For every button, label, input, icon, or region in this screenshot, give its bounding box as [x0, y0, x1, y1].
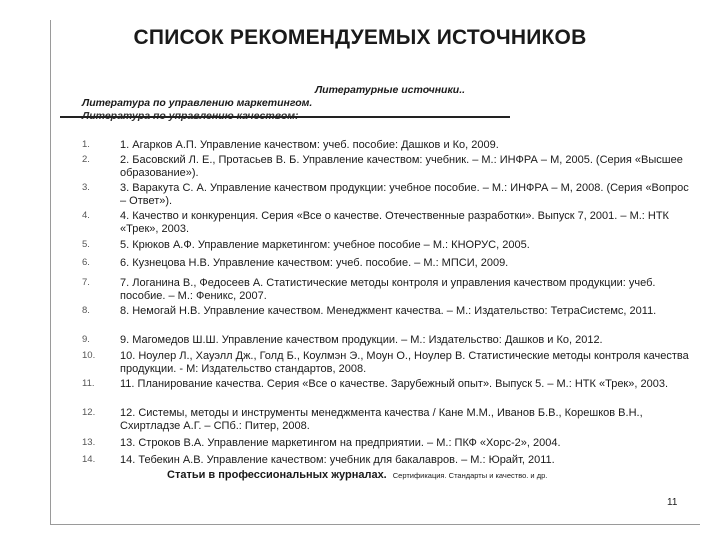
item-number: 3. [82, 182, 90, 193]
item-number: 9. [82, 334, 90, 345]
item-number: 5. [82, 239, 90, 250]
item-number: 2. [82, 154, 90, 165]
item-number: 12. [82, 407, 96, 418]
page-title: СПИСОК РЕКОМЕНДУЕМЫХ ИСТОЧНИКОВ [133, 26, 587, 49]
item-number: 6. [82, 257, 90, 268]
page-number: 11 [667, 497, 678, 508]
item-number: 1. [82, 139, 90, 150]
item-text: 11. Планирование качества. Серия «Все о качестве. Зарубежный опыт». Выпуск 5. – М.: НТК «Трек», 2003. [120, 378, 669, 390]
frame-bottom-line [50, 524, 700, 525]
item-number: 10. [82, 350, 96, 361]
item-text: 3. Варакута С. А. Управление качеством продукции: учебное пособие. – М.: ИНФРА – М, 2008. (Серия «Вопрос – Ответ»). [120, 182, 689, 207]
item-text: 5. Крюков А.Ф. Управление маркетингом: учебное пособие – М.: КНОРУС, 2005. [120, 239, 530, 251]
item-text: 9. Магомедов Ш.Ш. Управление качеством продукции. – М.: Издательство: Дашков и Ко, 2012. [120, 334, 603, 346]
item-text: 7. Логанина В., Федосеев А. Статистические методы контроля и управления качеством продукции: учеб. пособие. – М.: Феникс, 2007. [120, 277, 656, 302]
item-text: 1. Агарков А.П. Управление качеством: учеб. пособие: Дашков и Ко, 2009. [120, 139, 499, 151]
item-number: 4. [82, 210, 90, 221]
item-text: 6. Кузнецова Н.В. Управление качеством: учеб. пособие. – М.: МПСИ, 2009. [120, 257, 509, 269]
subheading-literature-sources: Литературные источники.. [314, 84, 466, 96]
item-text: 14. Тебекин А.В. Управление качеством: учебник для бакалавров. – М.: Юрайт, 2011. [120, 454, 555, 466]
footer-small-text: Сертификация. Стандарты и качество. и др. [392, 471, 548, 480]
item-number: 13. [82, 437, 96, 448]
divider-rule [60, 116, 510, 118]
subheading-marketing: Литература по управлению маркетингом. [82, 97, 313, 109]
item-number: 7. [82, 277, 90, 288]
item-text: 4. Качество и конкуренция. Серия «Все о качестве. Отечественные разработки». Выпуск 7, 2001. – М.: НТК «Трек», 2003. [120, 210, 669, 235]
item-text: 8. Немогай Н.В. Управление качеством. Менеджмент качества. – М.: Издательство: ТетраСистемс, 2011. [120, 305, 657, 317]
footer-note [167, 469, 547, 481]
item-number: 11. [82, 378, 95, 389]
item-text: 12. Системы, методы и инструменты менеджмента качества / Кане М.М., Иванов Б.В., Корешков В.Н., Схиртладзе А.Г. – СПб.: Питер, 2008. [120, 407, 643, 432]
item-text: 10. Ноулер Л., Хауэлл Дж., Голд Б., Коулмэн Э., Моун О., Ноулер В. Статистические методы контроля качества продукции. - М: Издательство стандартов, 2008. [120, 350, 689, 375]
item-number: 14. [82, 454, 96, 465]
item-text: 13. Строков В.А. Управление маркетингом на предприятии. – М.: ПКФ «Хорс-2», 2004. [120, 437, 561, 449]
item-text: 2. Басовский Л. Е., Протасьев В. Б. Управление качеством: учебник. – М.: ИНФРА – М, 2005. (Серия «Высшее образование»). [120, 154, 683, 179]
item-number: 8. [82, 305, 90, 316]
footer-bold-text: Статьи в профессиональных журналах. [167, 469, 387, 481]
